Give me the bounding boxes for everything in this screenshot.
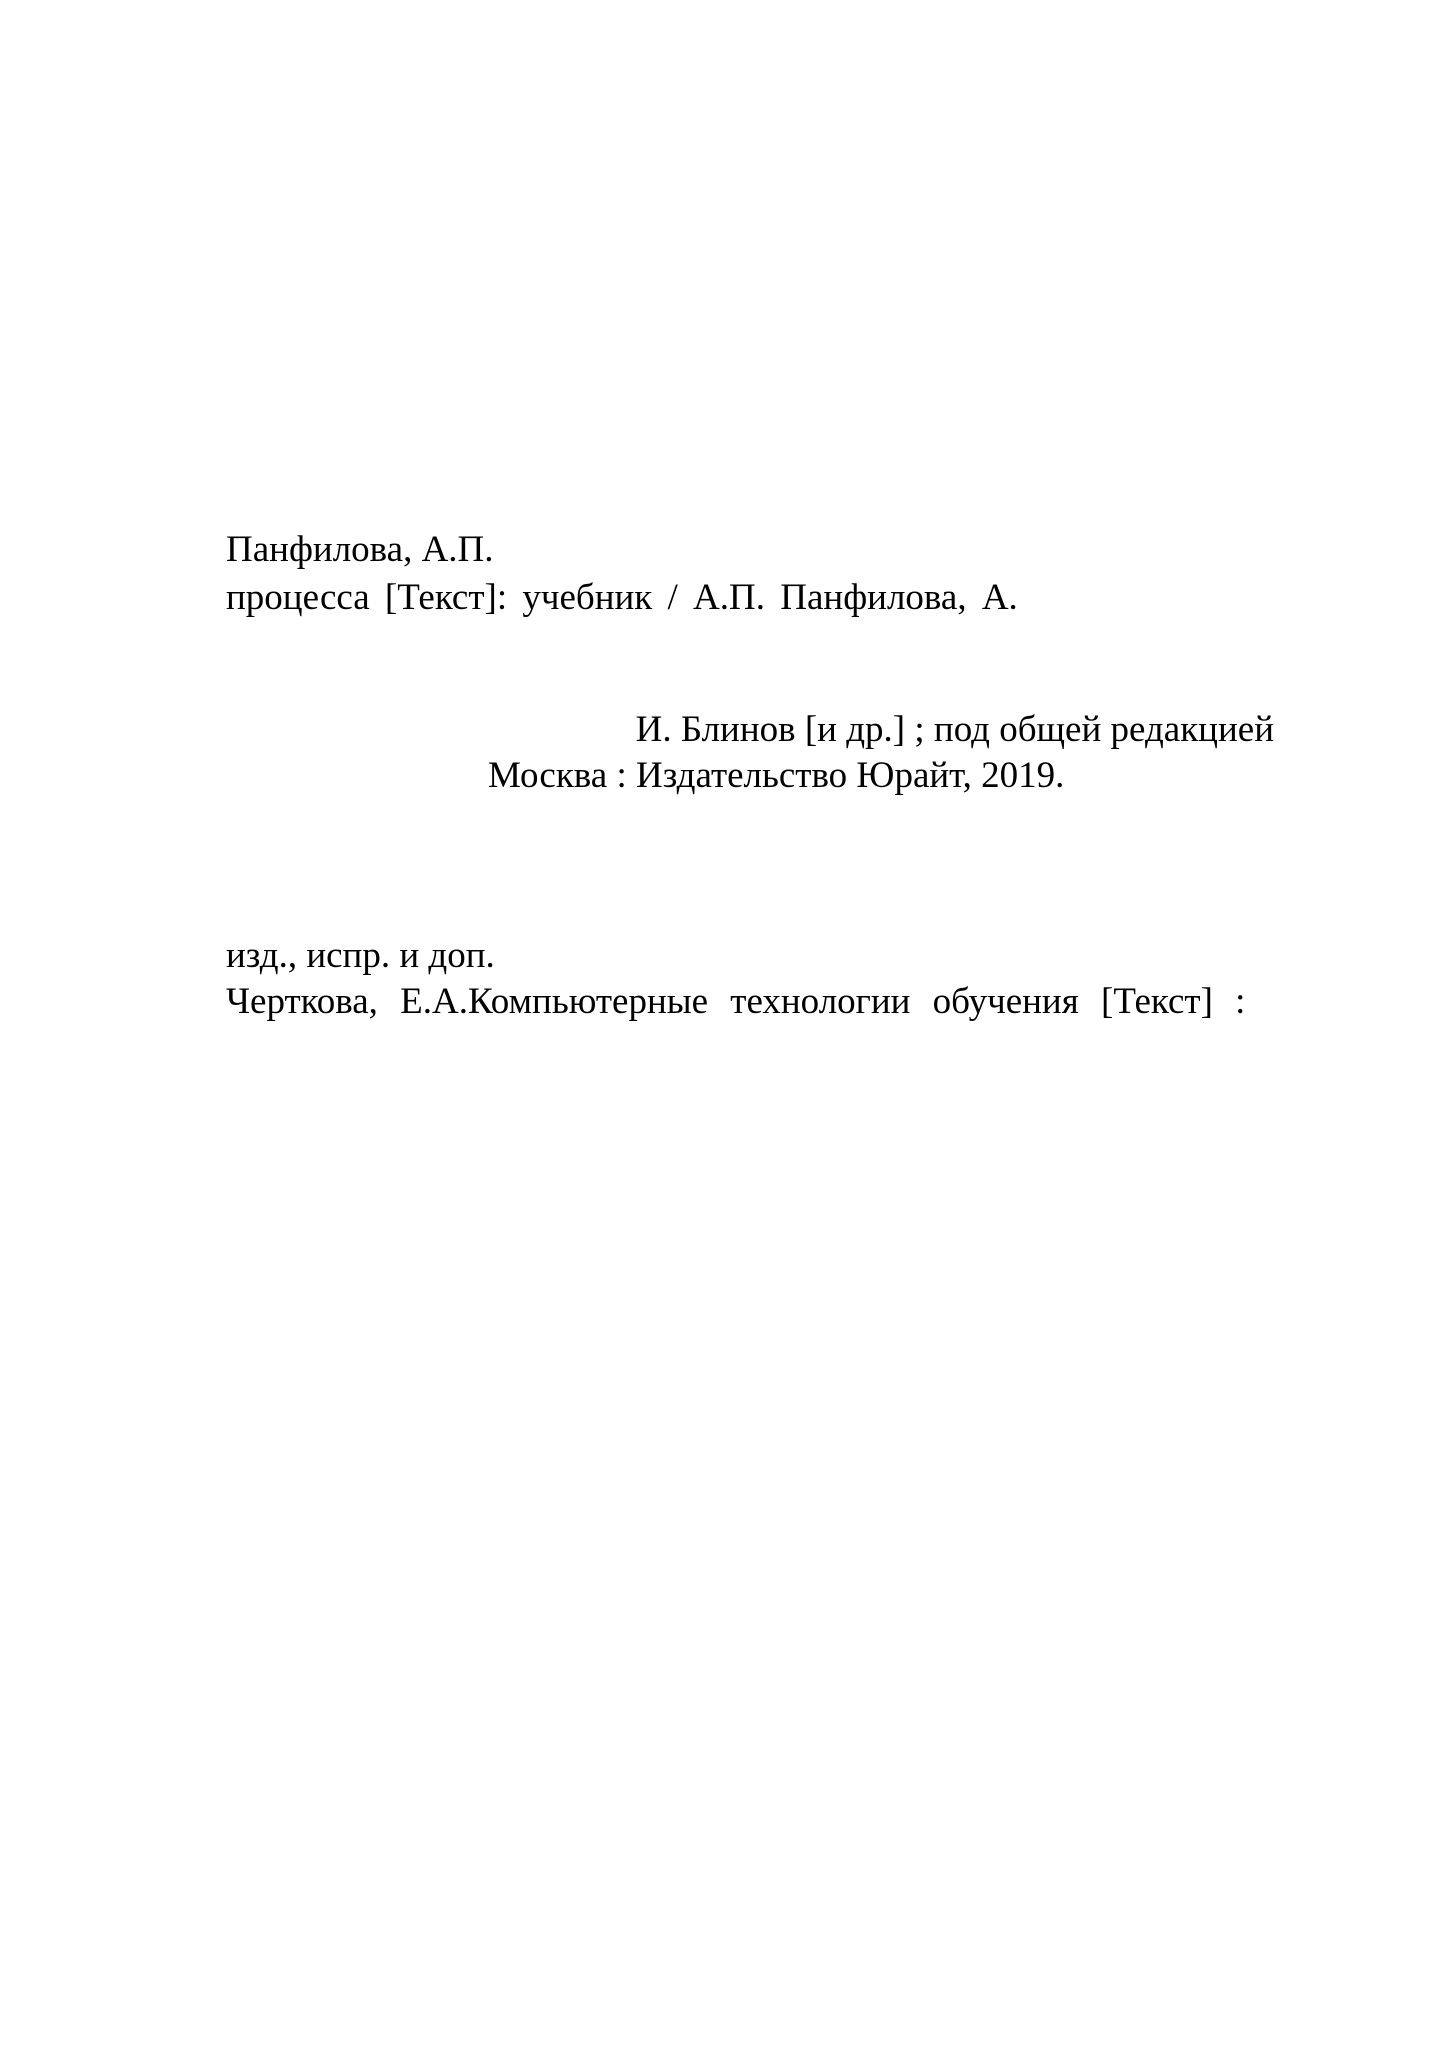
text-line-second-entry: Черткова, Е.А.Компьютерные технологии обучения [Текст] : [226,981,1246,1022]
text-line-coauthors: И. Блинов [и др.] ; под общей редакцией [635,709,1274,750]
text-line-edition: изд., испр. и доп. [226,935,495,976]
text-line-title-fragment: процесса [Текст]: учебник / А.П. Панфилова, А. [226,577,1018,618]
text-line-publisher: Москва : Издательство Юрайт, 2019. [488,755,1065,796]
text-line-author: Панфилова, А.П. [226,529,494,570]
